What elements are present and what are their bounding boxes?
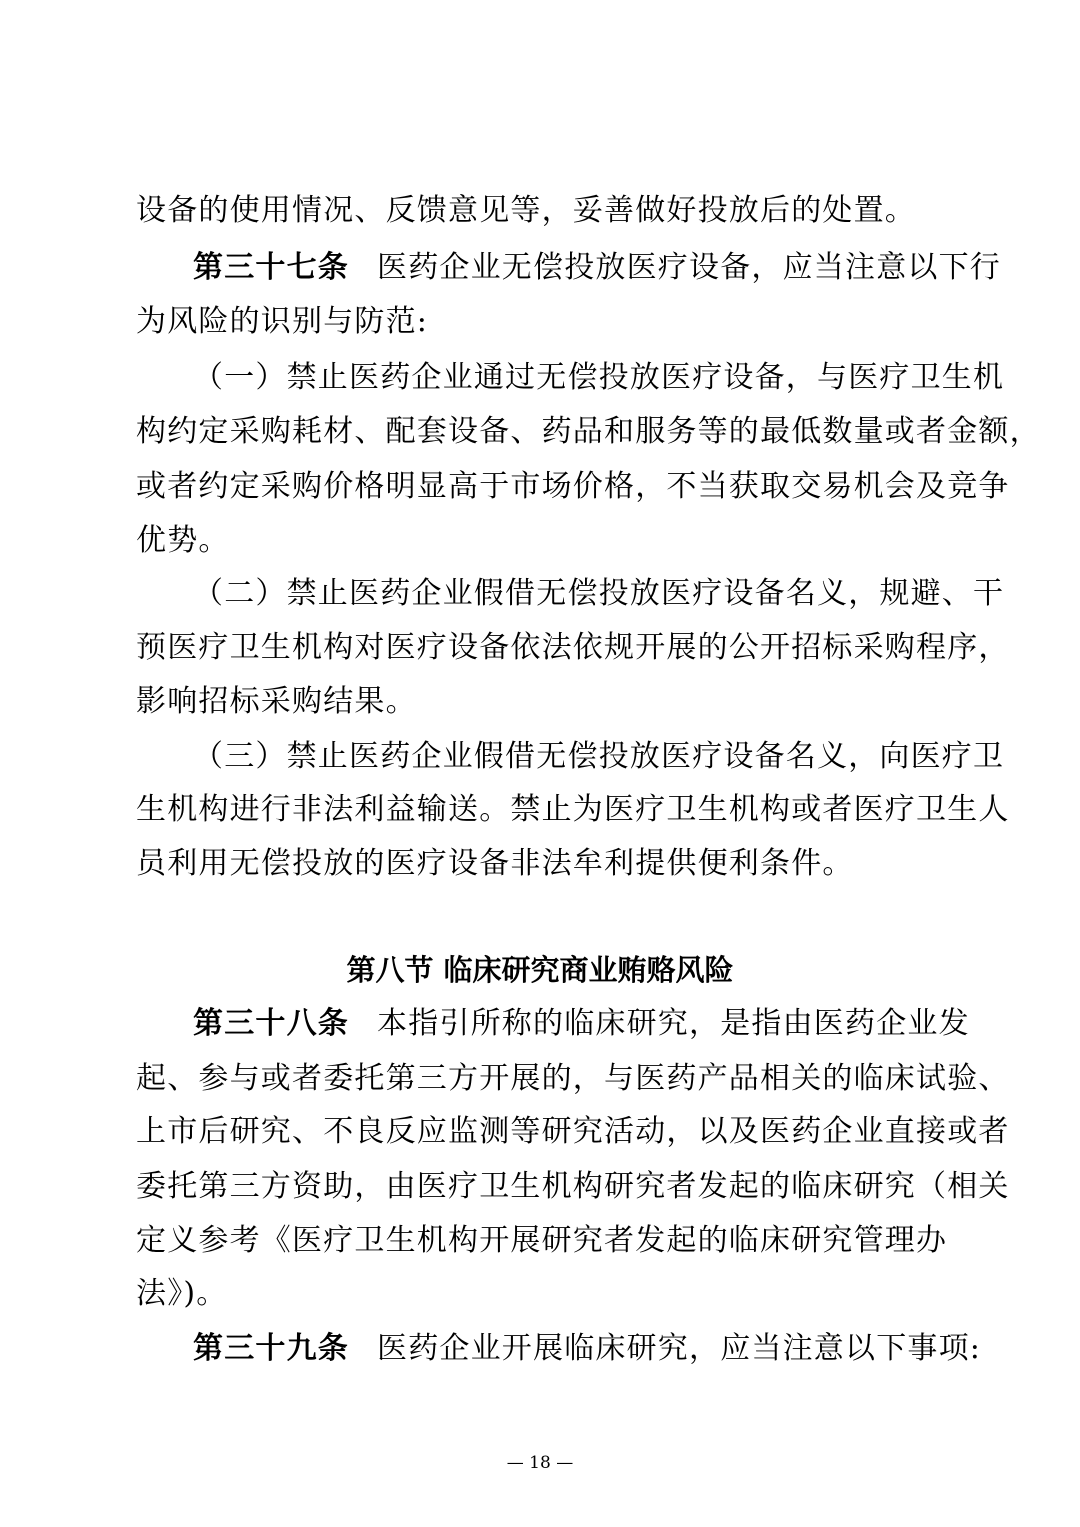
article-37-text: 医药企业无偿投放医疗设备，应当注意以下行 <box>377 250 1001 285</box>
text-line: 起、参与或者委托第三方开展的，与医药产品相关的临床试验、 <box>136 1061 1010 1096</box>
text-line: 构约定采购耗材、配套设备、药品和服务等的最低数量或者金额， <box>136 414 1041 449</box>
article-38-label: 第三十八条 <box>193 1006 349 1041</box>
text-line: （三）禁止医药企业假借无偿投放医疗设备名义，向医疗卫 <box>193 739 1005 774</box>
text-line: 或者约定采购价格明显高于市场价格，不当获取交易机会及竞争 <box>136 469 1010 504</box>
text-line: 影响招标采购结果。 <box>136 684 417 719</box>
article-39-line <box>193 1329 982 1369</box>
text-line: （二）禁止医药企业假借无偿投放医疗设备名义，规避、干 <box>193 576 1005 611</box>
page-number: — 18 — <box>506 1453 574 1473</box>
text-line: 优势。 <box>136 523 230 558</box>
section-heading: 第八节 临床研究商业贿赂风险 <box>346 953 734 987</box>
text-line: 员利用无偿投放的医疗设备非法牟利提供便利条件。 <box>136 846 854 881</box>
text-line: 法》)。 <box>136 1276 228 1311</box>
article-39-label: 第三十九条 <box>193 1331 349 1366</box>
text-line: （一）禁止医药企业通过无偿投放医疗设备，与医疗卫生机 <box>193 360 1005 395</box>
article-39-text: 医药企业开展临床研究，应当注意以下事项: <box>377 1331 982 1366</box>
text-line: 生机构进行非法利益输送。禁止为医疗卫生机构或者医疗卫生人 <box>136 792 1010 827</box>
text-line: 设备的使用情况、反馈意见等，妥善做好投放后的处置。 <box>136 193 916 228</box>
text-line: 定义参考《医疗卫生机构开展研究者发起的临床研究管理办 <box>136 1223 948 1258</box>
article-38-line <box>193 1004 970 1044</box>
article-37-line <box>193 248 1001 288</box>
article-38-text: 本指引所称的临床研究，是指由医药企业发 <box>377 1006 970 1041</box>
article-37-label: 第三十七条 <box>193 250 349 285</box>
text-line: 委托第三方资助，由医疗卫生机构研究者发起的临床研究（相关 <box>136 1169 1010 1204</box>
text-line: 为风险的识别与防范: <box>136 304 429 339</box>
text-line: 上市后研究、不良反应监测等研究活动，以及医药企业直接或者 <box>136 1114 1010 1149</box>
text-line: 预医疗卫生机构对医疗设备依法依规开展的公开招标采购程序， <box>136 630 1010 665</box>
